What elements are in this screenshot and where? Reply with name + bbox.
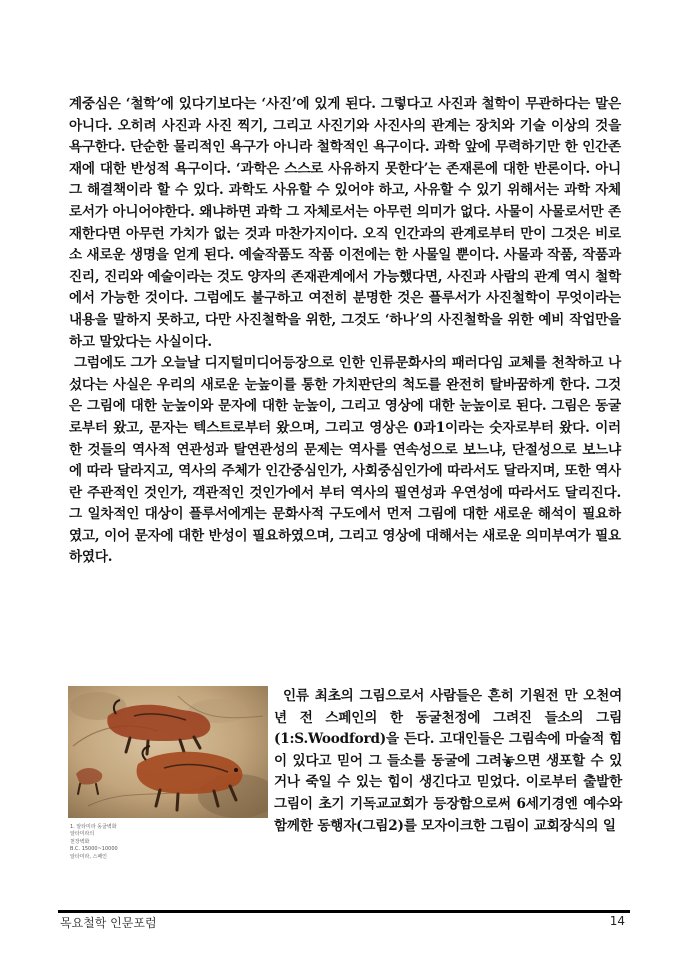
side-text-block <box>274 686 622 837</box>
main-text-block <box>69 94 621 569</box>
page-number: 14 <box>609 914 625 928</box>
paragraph-2: 그럼에도 그가 오늘날 디지털미디어등장으로 인한 인류문화사의 패러다임 교체를 천착하고 나섰다는 사실은 우리의 새로운 눈높이를 통한 가치판단의 척도를 완전히 탈바꿈하게 한다. 그것은 그림에 대한 눈높이와 문자에 대한 눈높이, 그리고 영상에 대한 눈높이로 된다. 그림은 동굴로부터 왔고, 문자는 텍스트로부터 왔으며, 그리고 영상은 0과1이라는 숫자로부터 왔다. 이러한 것들의 역사적 연관성과 탈연관성의 문제는 역사를 연속성으로 보느냐, 단절성으로 보느냐에 따라 달라지고, 역사의 주체가 인간중심인가, 사회중심인가에 따라서도 달라지며, 또한 역사란 주관적인 것인가, 객관적인 것인가에서 부터 역사의 필연성과 우연성에 따라서도 달리진다. 그 일차적인 대상이 플루서에게는 문화사적 구도에서 먼저 그림에 대한 새로운 해석이 필요하였고, 이어 문자에 대한 반성이 필요하였으며, 그리고 영상에 대해서는 새로운 의미부여가 필요하였다. <box>69 355 621 566</box>
caption-line: 알타미라, 스페인 <box>70 853 107 860</box>
caption-line: 알타미라의 <box>70 831 95 838</box>
footer-divider <box>58 910 630 913</box>
bison-painting-illustration <box>68 686 268 818</box>
paragraph-1: 계중심은 ‘철학’에 있다기보다는 ‘사진’에 있게 된다. 그렇다고 사진과 철학이 무관하다는 말은 아니다. 오히려 사진과 사진 찍기, 그리고 사진기와 사진사의 관계는 장치와 기술 이상의 것을 욕구한다. 단순한 물리적인 욕구가 아니라 철학적인 욕구이다. 과학 앞에 무력하기만 한 인간존재에 대한 반성적 욕구이다. ‘과학은 스스로 사유하지 못한다’는 존재론에 대한 반론이다. 아니 그 해결책이라 할 수 있다. 과학도 사유할 수 있어야 하고, 사유할 수 있기 위해서는 과학 자체로서가 아니어야한다. 왜냐하면 과학 그 자체로서는 아무런 의미가 없다. 사물이 사물로서만 존재한다면 아무런 가치가 없는 것과 마찬가지이다. 오직 인간과의 관계로부터 만이 그것은 비로소 새로운 생명을 얻게 된다. 예술작품도 작품 이전에는 한 사물일 뿐이다. 사물과 작품, 작품과 진리, 진리와 예술이라는 것도 양자의 존재관계에서 가능했다면, 사진과 사람의 관계 역시 철학에서 가능한 것이다. 그럼에도 불구하고 여전히 분명한 것은 플루서가 사진철학이 무엇이라는 내용을 말하지 못하고, 다만 사진철학을 위한, 그것도 ‘하나’의 사진철학을 위한 예비 작업만을 하고 말았다는 사실이다. <box>69 96 621 350</box>
figure-caption <box>70 824 150 861</box>
footer-title: 목요철학 인문포럼 <box>60 916 157 930</box>
cave-painting-image <box>68 686 268 818</box>
caption-line: 1. 알타미라 동굴벽화 <box>70 824 117 830</box>
side-paragraph: 인류 최초의 그림으로서 사람들은 흔히 기원전 만 오천여 년 전 스페인의 한 동굴천정에 그려진 들소의 그림(1:S.Woodford)을 든다. 고대인들은 그림속에 마술적 힘이 있다고 믿어 그 들소를 동굴에 그려놓으면 생포할 수 있거나 죽일 수 있는 힘이 생긴다고 믿었다. 이로부터 출발한 그림이 초기 기독교교회가 등장함으로써 6세기경엔 예수와 함께한 동행자(그림2)를 모자이크한 그림이 교회장식의 일 <box>274 688 622 834</box>
caption-line: 천장벽화 <box>70 838 90 845</box>
caption-line: B.C. 15000~10000 <box>70 846 118 853</box>
